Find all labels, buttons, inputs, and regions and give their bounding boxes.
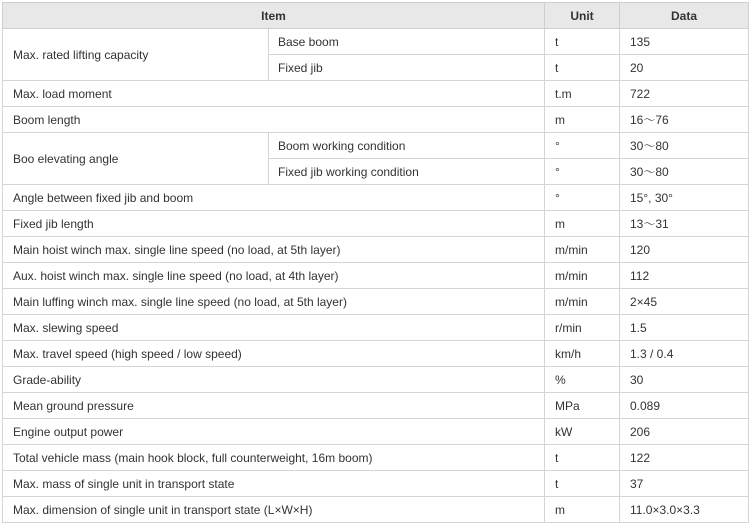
unit-cell: °: [545, 133, 620, 159]
sub-item-cell: Base boom: [269, 29, 545, 55]
data-cell: 30～80: [620, 133, 749, 159]
unit-cell: r/min: [545, 315, 620, 341]
data-cell: 30: [620, 367, 749, 393]
unit-cell: km/h: [545, 341, 620, 367]
item-cell: Aux. hoist winch max. single line speed (no load, at 4th layer): [3, 263, 545, 289]
table-row: [3, 107, 749, 133]
unit-cell: m/min: [545, 289, 620, 315]
table-row: [3, 367, 749, 393]
table-row: [3, 445, 749, 471]
data-cell: 135: [620, 29, 749, 55]
unit-cell: t: [545, 445, 620, 471]
data-cell: 2×45: [620, 289, 749, 315]
data-cell: 15°, 30°: [620, 185, 749, 211]
item-cell: Max. slewing speed: [3, 315, 545, 341]
sub-item-cell: Boom working condition: [269, 133, 545, 159]
header-item: Item: [3, 3, 545, 29]
unit-cell: t: [545, 471, 620, 497]
table-row: [3, 289, 749, 315]
data-cell: 112: [620, 263, 749, 289]
table-row: [3, 211, 749, 237]
sub-item-cell: Fixed jib: [269, 55, 545, 81]
unit-cell: m: [545, 497, 620, 523]
unit-cell: MPa: [545, 393, 620, 419]
item-cell: Max. dimension of single unit in transport state (L×W×H): [3, 497, 545, 523]
item-cell: Max. travel speed (high speed / low speed): [3, 341, 545, 367]
table-row: [3, 471, 749, 497]
unit-cell: t: [545, 29, 620, 55]
table-row: [3, 315, 749, 341]
unit-cell: m: [545, 211, 620, 237]
data-cell: 120: [620, 237, 749, 263]
unit-cell: t.m: [545, 81, 620, 107]
item-cell: Fixed jib length: [3, 211, 545, 237]
data-cell: 206: [620, 419, 749, 445]
data-cell: 13～31: [620, 211, 749, 237]
table-row: [3, 237, 749, 263]
unit-cell: m: [545, 107, 620, 133]
header-unit: Unit: [545, 3, 620, 29]
item-cell: Angle between fixed jib and boom: [3, 185, 545, 211]
data-cell: 1.3 / 0.4: [620, 341, 749, 367]
table-row: [3, 81, 749, 107]
item-cell: Boo elevating angle: [3, 133, 269, 185]
table-row: [3, 419, 749, 445]
unit-cell: m/min: [545, 237, 620, 263]
item-cell: Boom length: [3, 107, 545, 133]
unit-cell: %: [545, 367, 620, 393]
header-row: [3, 3, 749, 29]
data-cell: 0.089: [620, 393, 749, 419]
item-cell: Engine output power: [3, 419, 545, 445]
unit-cell: °: [545, 159, 620, 185]
item-cell: Main luffing winch max. single line speed (no load, at 5th layer): [3, 289, 545, 315]
spec-table: [2, 2, 749, 523]
data-cell: 20: [620, 55, 749, 81]
unit-cell: kW: [545, 419, 620, 445]
data-cell: 122: [620, 445, 749, 471]
table-row: [3, 341, 749, 367]
table-row: [3, 185, 749, 211]
table-row: [3, 133, 749, 159]
item-cell: Total vehicle mass (main hook block, full counterweight, 16m boom): [3, 445, 545, 471]
header-data: Data: [620, 3, 749, 29]
data-cell: 1.5: [620, 315, 749, 341]
data-cell: 30～80: [620, 159, 749, 185]
item-cell: Main hoist winch max. single line speed (no load, at 5th layer): [3, 237, 545, 263]
table-row: [3, 497, 749, 523]
unit-cell: m/min: [545, 263, 620, 289]
table-row: [3, 29, 749, 55]
data-cell: 16～76: [620, 107, 749, 133]
unit-cell: °: [545, 185, 620, 211]
table-row: [3, 263, 749, 289]
item-cell: Max. load moment: [3, 81, 545, 107]
unit-cell: t: [545, 55, 620, 81]
item-cell: Grade-ability: [3, 367, 545, 393]
data-cell: 722: [620, 81, 749, 107]
data-cell: 37: [620, 471, 749, 497]
item-cell: Max. mass of single unit in transport state: [3, 471, 545, 497]
data-cell: 11.0×3.0×3.3: [620, 497, 749, 523]
table-row: [3, 393, 749, 419]
item-cell: Mean ground pressure: [3, 393, 545, 419]
item-cell: Max. rated lifting capacity: [3, 29, 269, 81]
sub-item-cell: Fixed jib working condition: [269, 159, 545, 185]
